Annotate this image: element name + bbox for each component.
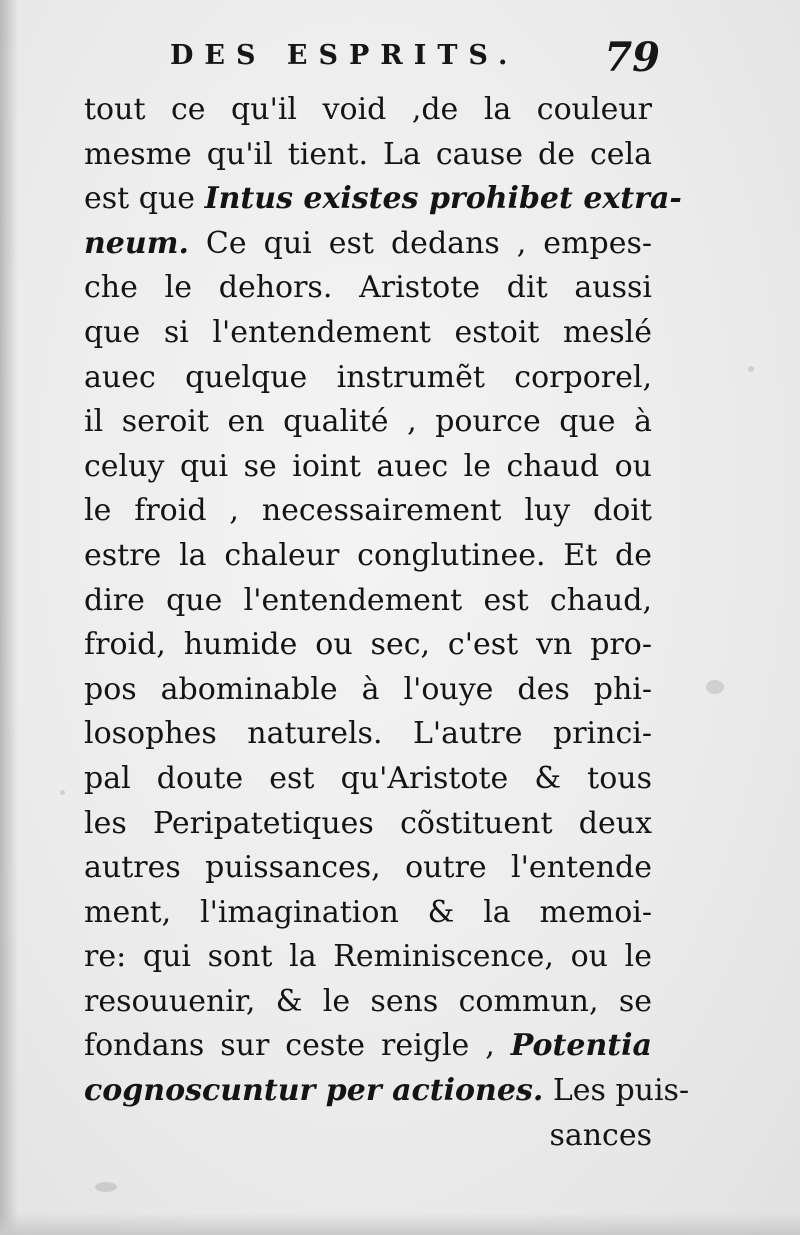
italic-latin-text: Intus existes prohibet extra- [204, 181, 682, 217]
text-segment: auec quelque instrumẽt corporel, [84, 359, 652, 395]
text-line [84, 1114, 652, 1159]
text-segment: estre la chaleur conglutinee. Et de [84, 537, 652, 573]
text-line [84, 712, 652, 757]
ink-smudge [95, 1182, 117, 1192]
text-segment: pal doute est qu'Aristote & tous [84, 760, 652, 796]
text-segment: Ce qui est dedans , empes- [188, 225, 652, 261]
text-line [84, 489, 652, 534]
page-bottom-shadow [0, 1213, 800, 1235]
text-line [84, 133, 652, 178]
text-segment: losophes naturels. L'autre princi- [84, 716, 652, 752]
ink-smudge [748, 366, 754, 372]
text-segment: dire que l'entendement est chaud, [84, 582, 652, 618]
text-line [84, 980, 652, 1025]
text-line [84, 266, 652, 311]
text-segment: ment, l'imagination & la memoi- [84, 894, 652, 930]
text-line [84, 445, 652, 490]
italic-latin-text: neum. [84, 225, 189, 261]
body-text [84, 88, 690, 1158]
page-number: 79 [604, 34, 660, 81]
text-segment: resouuenir, & le sens commun, se [84, 983, 652, 1019]
running-head [170, 34, 670, 94]
text-segment: che le dehors. Aristote dit aussi [84, 270, 652, 306]
text-line [84, 623, 652, 668]
ink-smudge [706, 680, 724, 694]
text-segment: autres puissances, outre l'entende [84, 850, 652, 886]
ink-smudge [60, 790, 65, 795]
text-line [84, 222, 652, 267]
text-segment: tout ce qu'il void ,de la couleur [84, 92, 652, 127]
text-line [84, 356, 652, 401]
text-segment: re: qui sont la Reminiscence, ou le [84, 939, 652, 975]
text-segment: Les puis- [543, 1073, 690, 1109]
running-title: DES ESPRITS. [170, 40, 519, 71]
text-line [84, 1069, 690, 1114]
text-line [84, 935, 652, 980]
text-segment: il seroit en qualité , pource que à [84, 404, 652, 440]
text-line [84, 311, 652, 356]
text-line [84, 88, 652, 133]
text-segment: mesme qu'il tient. La cause de cela [84, 136, 652, 172]
text-line [84, 668, 652, 713]
italic-latin-text: Potentia [510, 1028, 652, 1064]
text-segment: pos abominable à l'ouye des phi- [84, 671, 652, 707]
text-line [84, 400, 652, 445]
text-segment: que si l'entendement estoit meslé [84, 314, 652, 350]
text-segment: froid, humide ou sec, c'est vn pro- [84, 627, 652, 663]
text-segment: celuy qui se ioint auec le chaud ou [84, 448, 652, 484]
text-segment: les Peripatetiques cõstituent deux [84, 805, 652, 841]
text-line [84, 846, 652, 891]
text-segment: sances [549, 1117, 652, 1153]
italic-latin-text: cognoscuntur per actiones. [84, 1073, 544, 1109]
text-line [84, 757, 652, 802]
page-gutter-shadow [0, 0, 18, 1235]
text-line [84, 891, 652, 936]
text-segment: est que [84, 181, 205, 217]
text-line [84, 534, 652, 579]
text-line [84, 579, 652, 624]
text-line [84, 802, 652, 847]
text-segment: le froid , necessairement luy doit [84, 493, 652, 529]
text-line [84, 177, 682, 222]
text-line [84, 1024, 652, 1069]
text-segment: fondans sur ceste reigle , [84, 1028, 511, 1064]
